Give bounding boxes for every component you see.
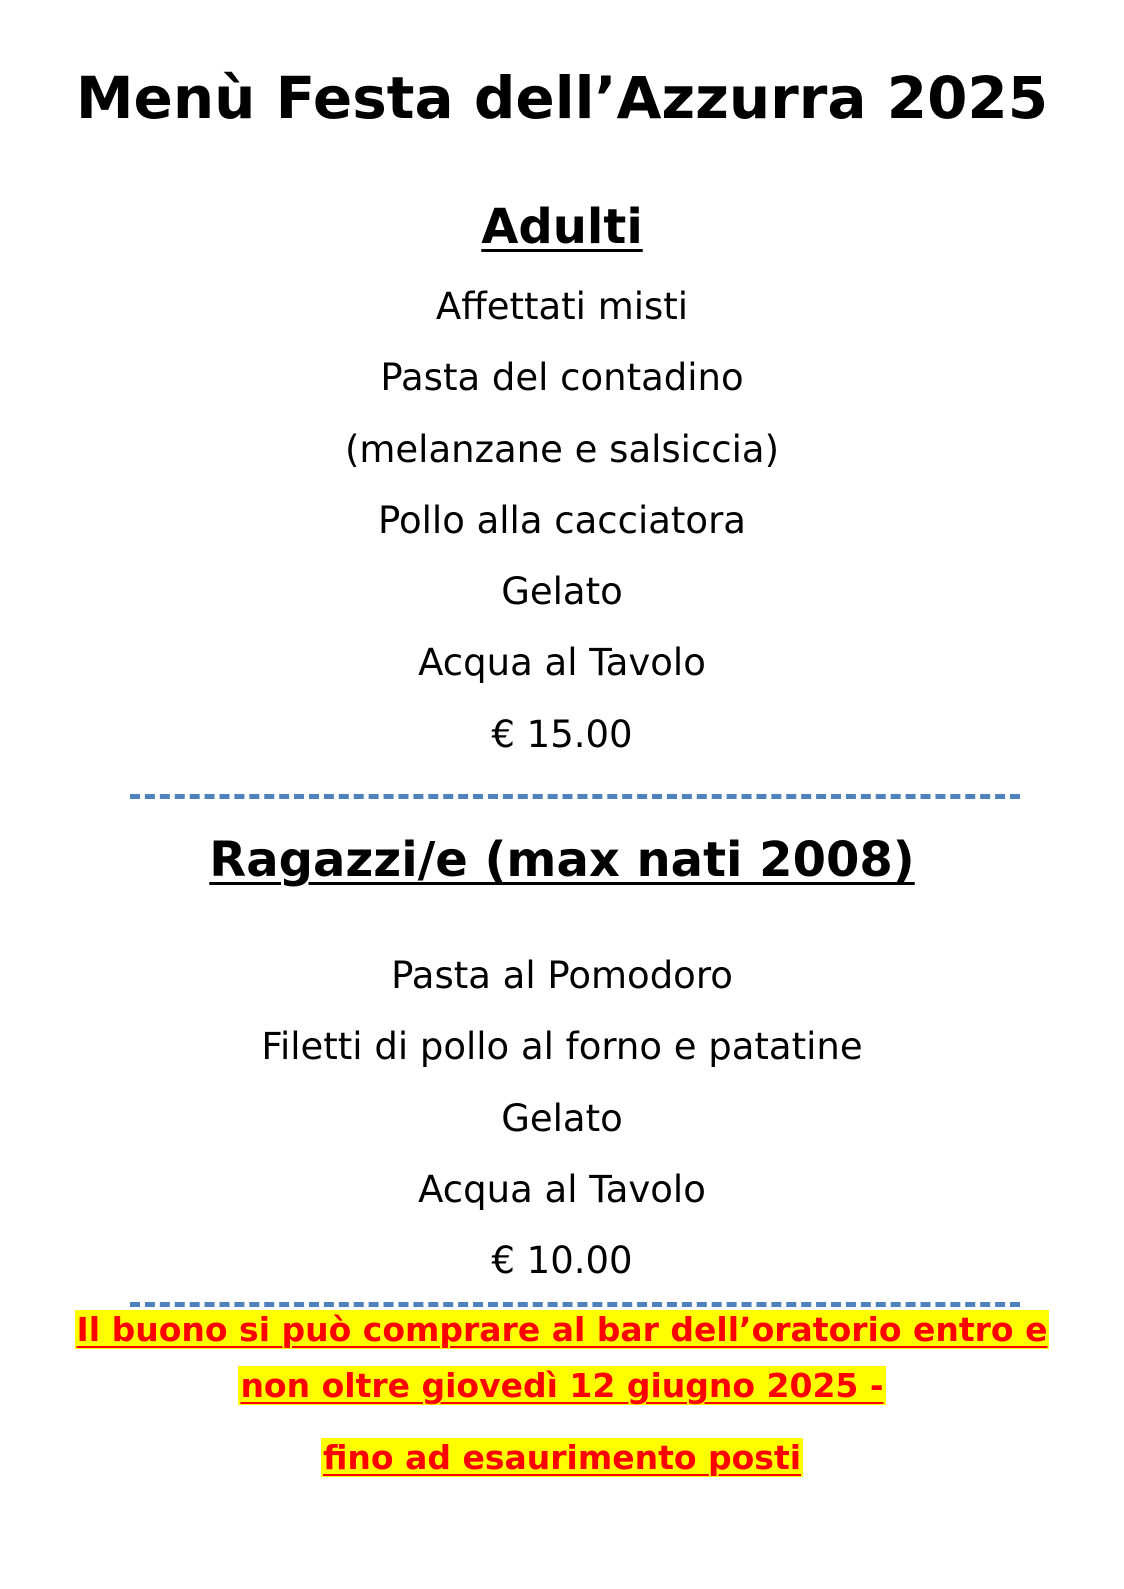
dashed-divider <box>130 794 1020 799</box>
page-title: Menù Festa dell’Azzurra 2025 <box>75 64 1049 132</box>
notice-line-2 <box>0 1360 1124 1418</box>
notice-text: fino ad esaurimento posti <box>322 1438 802 1477</box>
menu-item: Pasta al Pomodoro <box>391 954 733 997</box>
ragazzi-price: € 10.00 <box>491 1239 633 1283</box>
menu-item: Filetti di pollo al forno e patatine <box>261 1025 863 1069</box>
adulti-heading-text: Adulti <box>481 199 643 255</box>
menu-item: Acqua al Tavolo <box>418 641 706 685</box>
ragazzi-menu-list <box>0 940 1124 1296</box>
notice-line-3 <box>0 1432 1124 1490</box>
notice-text: non oltre giovedì 12 giugno 2025 - <box>240 1366 884 1405</box>
menu-item: Pollo alla cacciatora <box>378 498 746 542</box>
menu-item: Gelato <box>501 1096 623 1140</box>
adulti-heading <box>0 195 1124 259</box>
menu-item: (melanzane e salsiccia) <box>344 427 780 471</box>
adulti-menu-list <box>0 271 1124 770</box>
adulti-price: € 15.00 <box>491 712 633 756</box>
menu-item: Affettati misti <box>435 285 689 328</box>
menu-item: Pasta del contadino <box>380 356 744 400</box>
menu-item: Acqua al Tavolo <box>418 1167 706 1211</box>
ragazzi-heading-text: Ragazzi/e (max nati 2008) <box>209 832 915 888</box>
notice-line-1 <box>0 1304 1124 1362</box>
notice-text: Il buono si può comprare al bar dell’oratorio entro e <box>76 1310 1048 1349</box>
ragazzi-heading <box>0 828 1124 892</box>
menu-item: Gelato <box>501 570 623 614</box>
